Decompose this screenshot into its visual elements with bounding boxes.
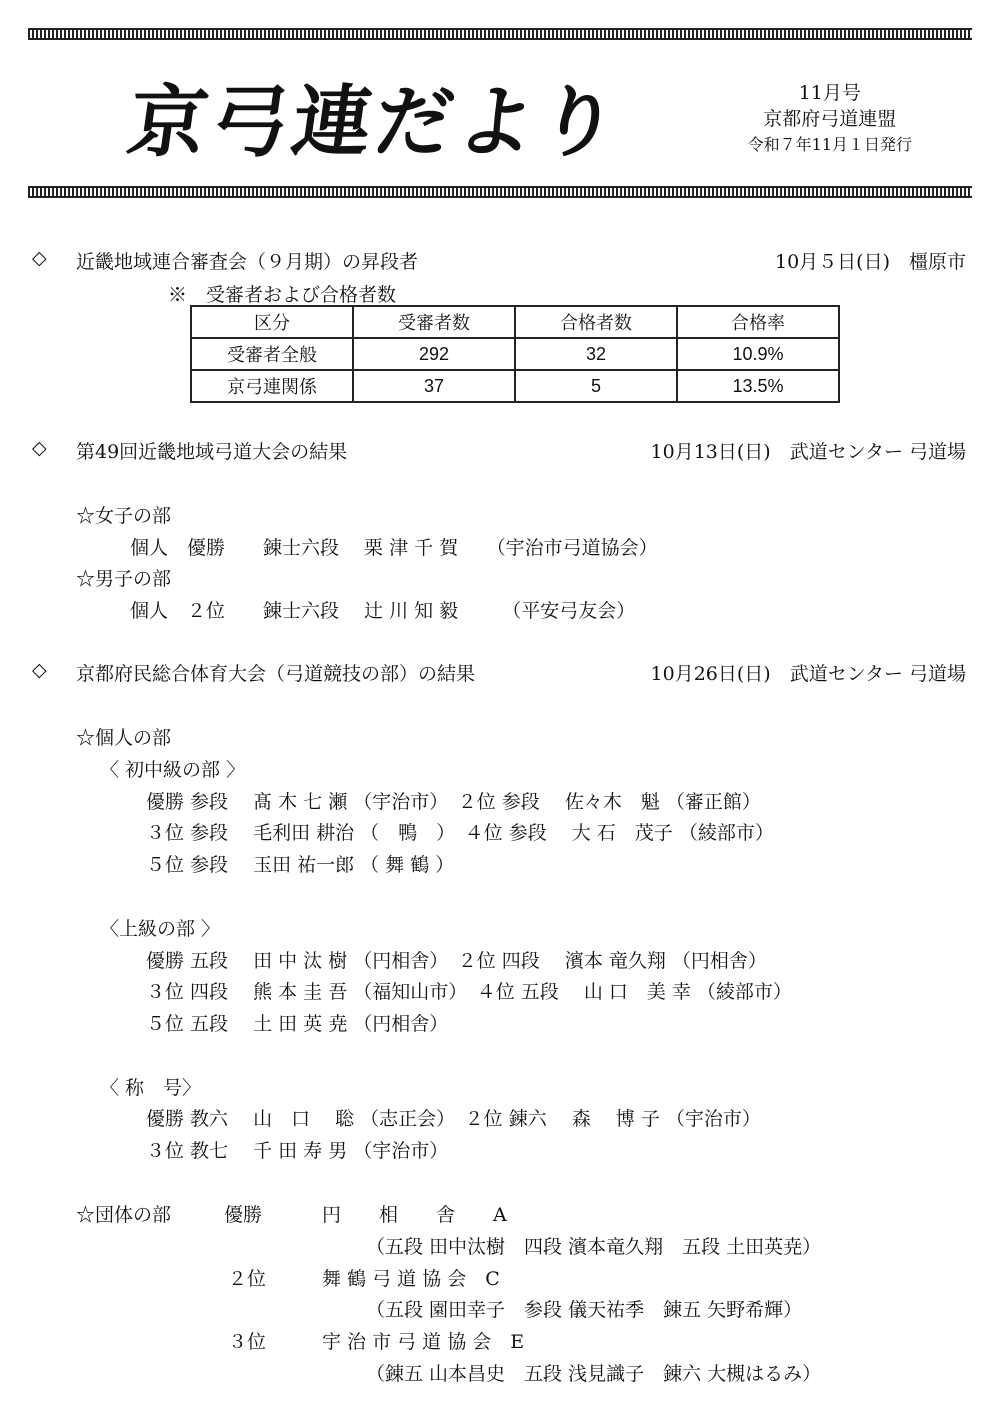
title-label: 〈 称 号〉 [100,1077,202,1099]
table-row [191,370,839,402]
result-line: 優勝 五段 田 中 汰 樹 （円相舎） ２位 四段 濱本 竜久翔 （円相舎） [146,950,767,972]
issue-date: 令和７年11月１日発行 [747,135,912,154]
table-row [191,338,839,370]
organization: 京都府弓道連盟 [763,108,897,130]
table-cell: 13.5% [677,370,839,402]
result-line: 優勝 教六 山 口 聡 （志正会） ２位 錬六 森 博 子 （宇治市） [146,1108,761,1130]
result-line: ３位 教七 千 田 寿 男 （宇治市） [146,1140,449,1162]
team-rank: ３位 [228,1331,267,1353]
table-cell: 10.9% [677,338,839,370]
issue-info [748,80,912,158]
team-rank: 優勝 [224,1204,263,1226]
team-members: （五段 田中汰樹 四段 濱本竜久翔 五段 土田英尭） [366,1236,822,1258]
table-header: 合格者数 [515,306,677,338]
section-bullet: ◇ [32,247,47,269]
table-cell: 5 [515,370,677,402]
table-header: 区分 [191,306,353,338]
table-cell: 32 [515,338,677,370]
advanced-label: 〈上級の部 〉 [100,918,221,940]
team-name: 円 相 舎 A [322,1204,507,1226]
result-line: ３位 参段 毛利田 耕治 （ 鴨 ） ４位 参段 大 石 茂子 （綾部市） [146,822,774,844]
section-date: 10月26日(日) 武道センター 弓道場 [650,663,966,685]
top-border [28,28,972,40]
men-result: 個人 ２位 錬士六段 辻 川 知 毅 （平安弓友会） [130,600,636,622]
team-label: ☆団体の部 [76,1204,172,1226]
men-label: ☆男子の部 [76,568,172,590]
team-name: 宇 治 市 弓 道 協 会 E [322,1331,525,1353]
table-header: 受審者数 [353,306,515,338]
result-line: ３位 四段 熊 本 圭 吾 （福知山市） ４位 五段 山 口 美 幸 （綾部市） [146,981,792,1003]
beginner-label: 〈 初中級の部 〉 [100,759,246,781]
table-note: ※ 受審者および合格者数 [168,284,397,306]
individual-label: ☆個人の部 [76,727,172,749]
header-bottom-border [28,186,972,198]
women-result: 個人 優勝 錬士六段 栗 津 千 賀 （宇治市弓道協会） [130,537,658,559]
section-date: 10月５日(日) 橿原市 [774,251,966,273]
team-name: 舞 鶴 弓 道 協 会 C [322,1268,500,1290]
newsletter-logo: 京弓連だより [122,77,628,168]
table-cell: 292 [353,338,515,370]
section-title: 第49回近畿地域弓道大会の結果 [76,441,348,463]
section-title: 近畿地域連合審査会（９月期）の昇段者 [76,251,419,273]
table-cell: 京弓連関係 [191,370,353,402]
table-cell: 受審者全般 [191,338,353,370]
section-bullet: ◇ [32,437,47,459]
team-members: （錬五 山本昌史 五段 浅見識子 錬六 大槻はるみ） [366,1363,822,1385]
table-cell: 37 [353,370,515,402]
section-date: 10月13日(日) 武道センター 弓道場 [650,441,966,463]
issue-number: 11月号 [798,82,861,104]
team-members: （五段 園田幸子 参段 儀天祐季 錬五 矢野希輝） [366,1299,803,1321]
table-header: 合格率 [677,306,839,338]
result-line: ５位 参段 玉田 祐一郎 （ 舞 鶴 ） [146,854,455,876]
result-line: 優勝 参段 髙 木 七 瀬 （宇治市） ２位 参段 佐々木 魁 （審正館） [146,791,761,813]
section-bullet: ◇ [32,659,47,681]
table-header-row [191,306,839,338]
women-label: ☆女子の部 [76,505,172,527]
exam-stats-table [190,305,840,403]
section-title: 京都府民総合体育大会（弓道競技の部）の結果 [76,663,476,685]
team-rank: ２位 [228,1268,267,1290]
result-line: ５位 五段 土 田 英 尭 （円相舎） [146,1013,449,1035]
